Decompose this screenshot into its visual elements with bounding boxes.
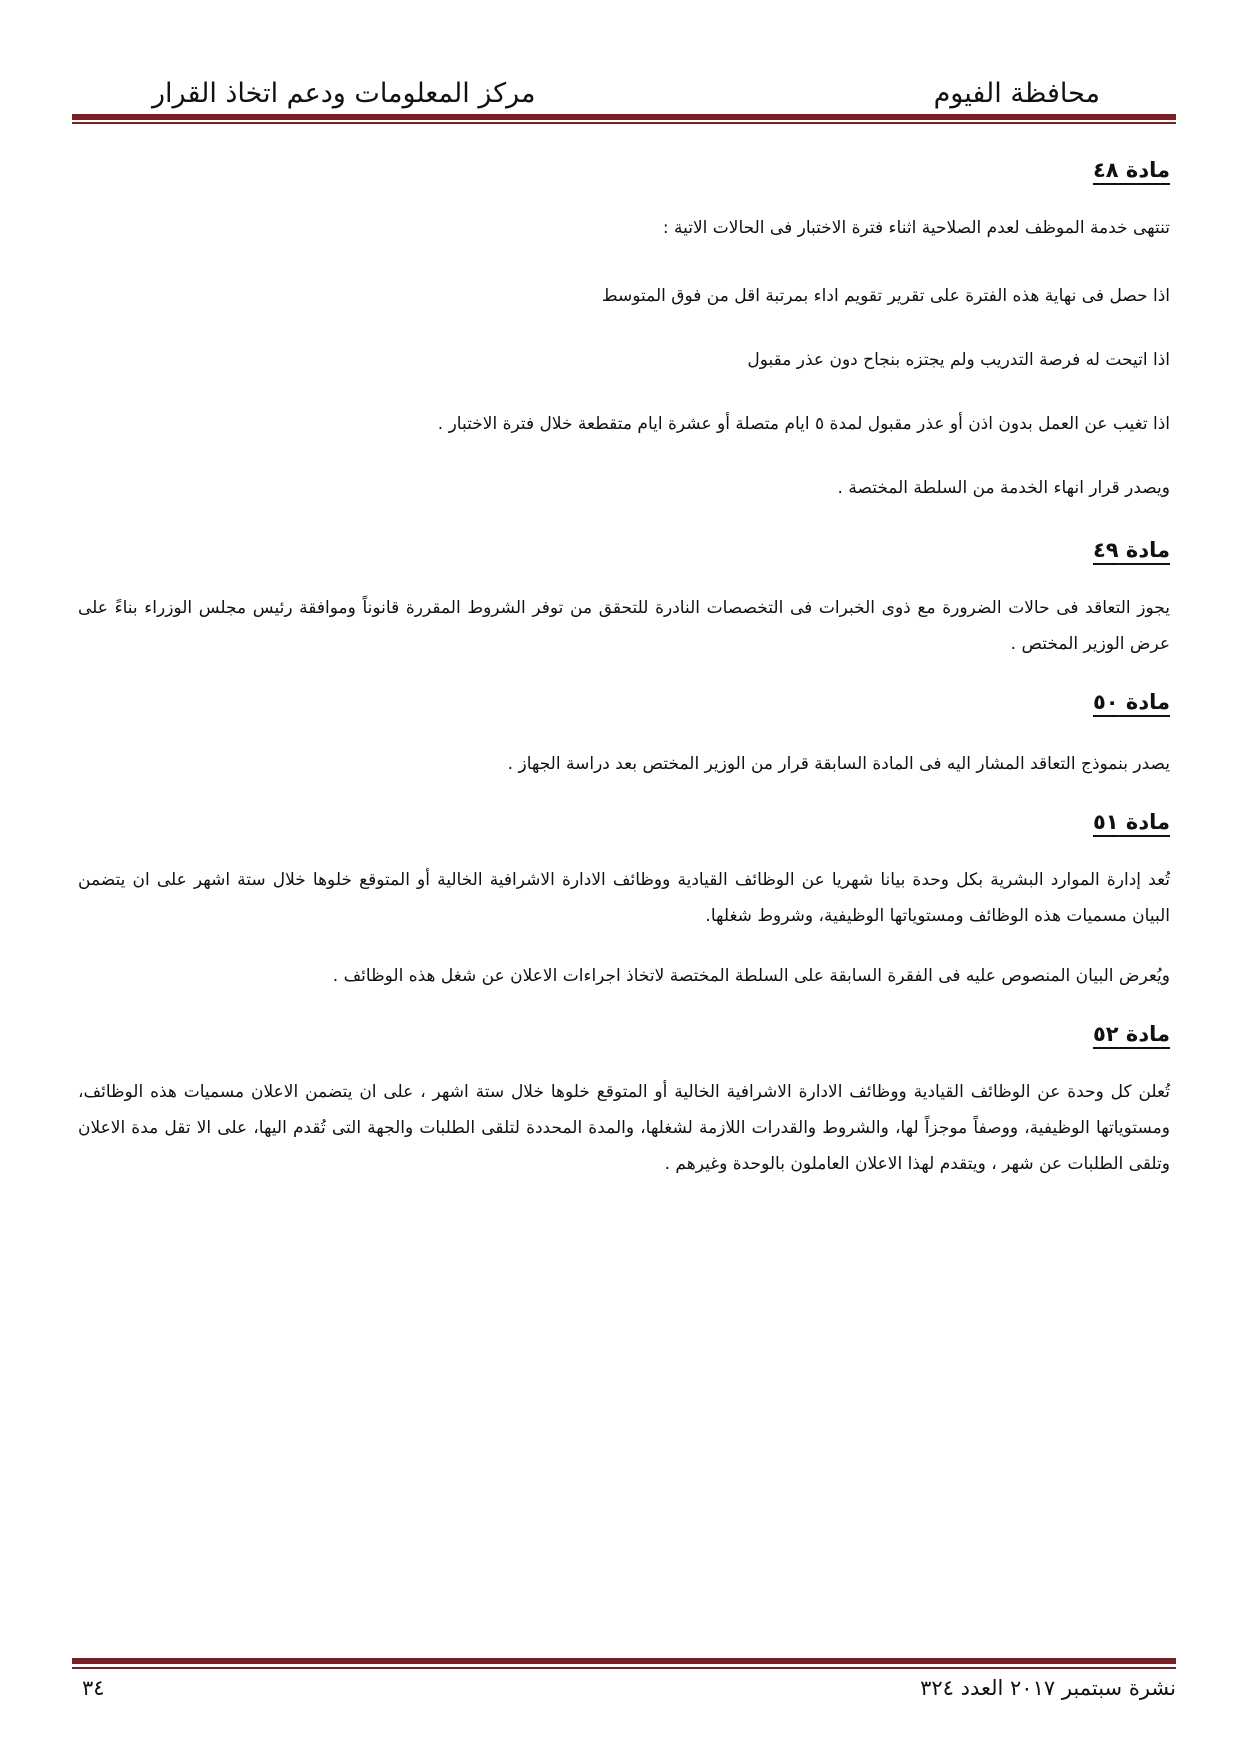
article-paragraph: ويُعرض البيان المنصوص عليه فى الفقرة السابقة على السلطة المختصة لاتخاذ اجراءات الاعلان عن شغل هذه الوظائف .	[332, 966, 1170, 986]
header-rule-thick	[72, 114, 1176, 120]
footer-rule-thick	[72, 1658, 1176, 1664]
article-52	[78, 1014, 1170, 1182]
article-paragraph: تنتهى خدمة الموظف لعدم الصلاحية اثناء فترة الاختبار فى الحالات الاتية :	[662, 218, 1170, 238]
footer-rule-thin	[72, 1667, 1176, 1669]
article-paragraph: اذا اتيحت له فرصة التدريب ولم يجتزه بنجاح دون عذر مقبول	[747, 350, 1170, 370]
article-paragraph: اذا حصل فى نهاية هذه الفترة على تقرير تقويم اداء بمرتبة اقل من فوق المتوسط	[601, 286, 1170, 306]
article-48	[78, 150, 1170, 506]
article-heading: مادة ٤٩	[1092, 538, 1170, 562]
governorate-title: محافظة الفيوم	[933, 78, 1100, 109]
document-body	[78, 150, 1170, 1182]
article-heading: مادة ٥١	[1092, 810, 1170, 834]
article-paragraph: اذا تغيب عن العمل بدون اذن أو عذر مقبول لمدة ٥ ايام متصلة أو عشرة ايام متقطعة خلال فترة الاختبار .	[437, 414, 1170, 434]
article-heading: مادة ٥٠	[1092, 690, 1170, 714]
article-heading: مادة ٥٢	[1092, 1022, 1170, 1046]
issue-label: نشرة سبتمبر ٢٠١٧ العدد ٣٢٤	[920, 1676, 1176, 1700]
article-paragraph: ويصدر قرار انهاء الخدمة من السلطة المختصة .	[837, 478, 1170, 498]
article-51	[78, 802, 1170, 994]
article-50	[78, 682, 1170, 782]
center-title: مركز المعلومات ودعم اتخاذ القرار	[152, 78, 536, 109]
article-paragraph: تُعلن كل وحدة عن الوظائف القيادية ووظائف الادارة الاشرافية الخالية أو المتوقع خلوها خلال ستة اشهر ، على ان يتضمن الاعلان مسميات هذه الوظائف، ومستوياتها الوظيفية، ووصفاً موجزاً لها، والشروط والقدرات اللازمة لشغلها، والمدة المحددة لتلقى الطلبات والجهة التى تُقدم اليها، على الا تقل مدة الاعلان وتلقى الطلبات عن شهر ، ويتقدم لهذا الاعلان العاملون بالوحدة وغيرهم .	[78, 1082, 1170, 1174]
article-paragraph: يجوز التعاقد فى حالات الضرورة مع ذوى الخبرات فى التخصصات النادرة للتحقق من توفر الشروط المقررة قانوناً وموافقة رئيس مجلس الوزراء بناءً على عرض الوزير المختص .	[78, 598, 1170, 654]
header-rule-thin	[72, 122, 1176, 124]
page-number: ٣٤	[82, 1676, 105, 1700]
page-footer	[72, 1676, 1176, 1706]
article-heading: مادة ٤٨	[1092, 158, 1170, 182]
article-49	[78, 530, 1170, 662]
article-paragraph: يصدر بنموذج التعاقد المشار اليه فى المادة السابقة قرار من الوزير المختص بعد دراسة الجهاز .	[507, 754, 1170, 774]
page-header	[72, 70, 1172, 114]
article-paragraph: تُعد إدارة الموارد البشرية بكل وحدة بيانا شهريا عن الوظائف القيادية ووظائف الادارة الاشرافية الخالية أو المتوقع خلوها خلال ستة اشهر على ان يتضمن البيان مسميات هذه الوظائف ومستوياتها الوظيفية، وشروط شغلها.	[78, 870, 1170, 926]
